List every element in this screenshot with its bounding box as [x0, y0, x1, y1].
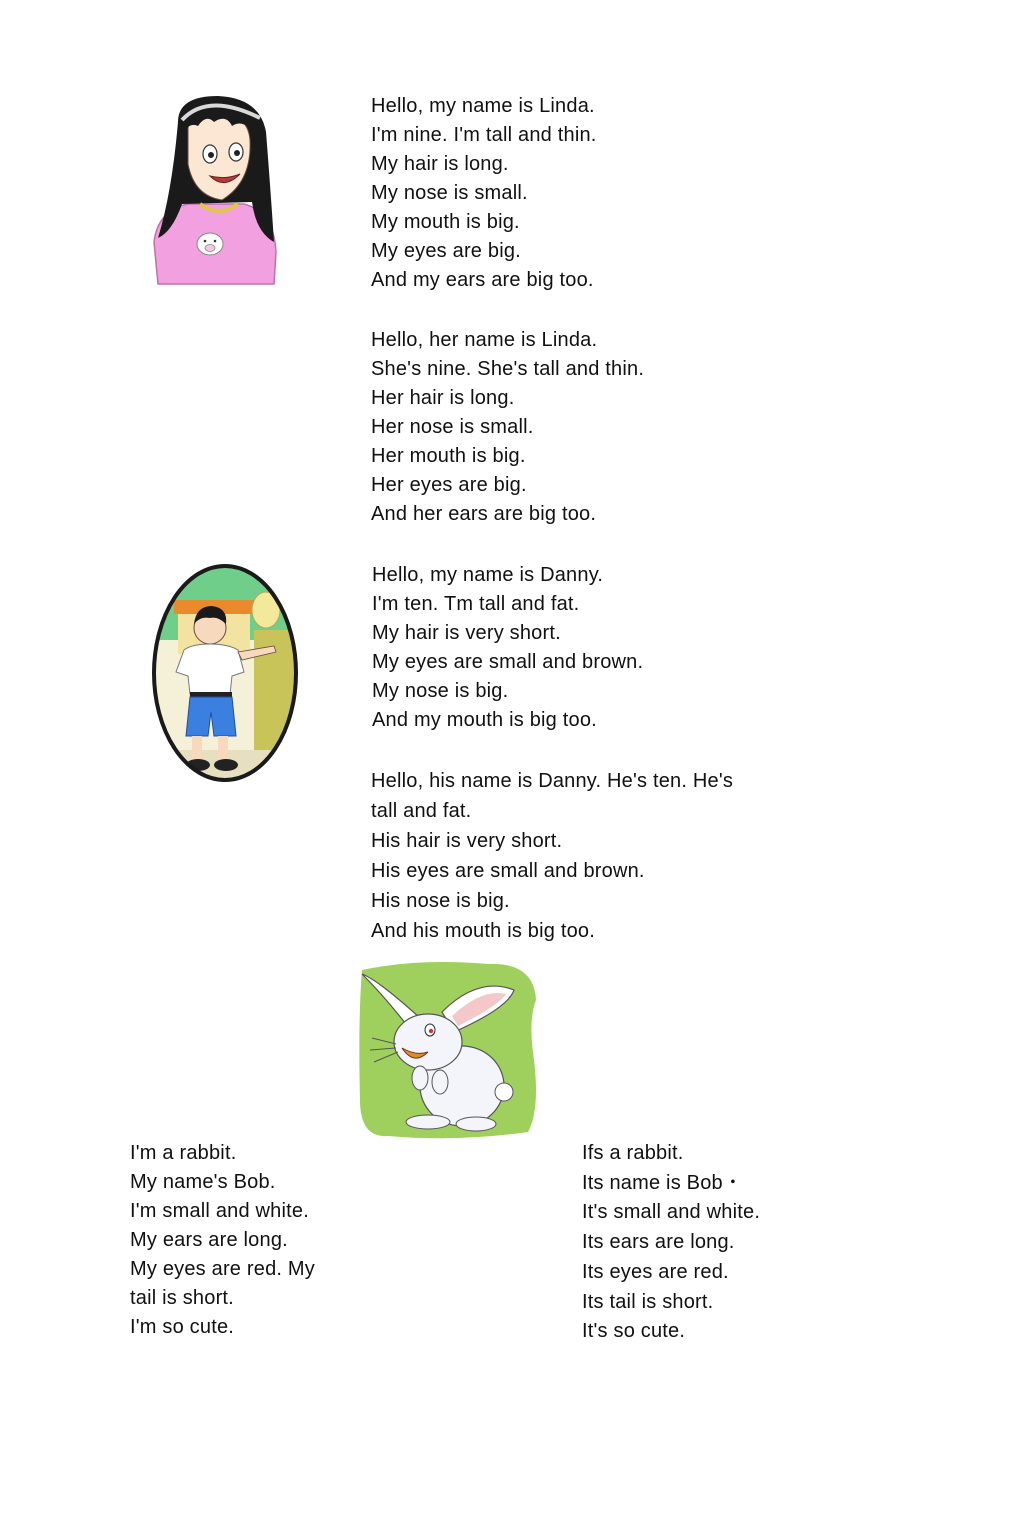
linda-description-line-2: She's nine. She's tall and thin. — [371, 358, 645, 380]
bob-description-line-7: It's so cute. — [582, 1320, 686, 1343]
linda-intro-line-6: My eyes are big. — [371, 240, 521, 262]
linda-intro-line-3: My hair is long. — [371, 153, 509, 175]
rabbit-illustration — [358, 960, 540, 1140]
danny-intro-line-5: My nose is big. — [372, 680, 509, 702]
danny-description-line-6: And his mouth is big too. — [371, 920, 596, 942]
linda-description-line-6: Her eyes are big. — [371, 474, 527, 496]
linda-intro-line-4: My nose is small. — [371, 182, 528, 204]
girl-illustration — [148, 92, 280, 288]
bob-intro-line-3: I'm small and white. — [130, 1200, 309, 1222]
danny-description-line-1: Hello, his name is Danny. He's ten. He's — [371, 770, 734, 792]
danny-intro-line-1: Hello, my name is Danny. — [372, 564, 604, 586]
bob-intro-line-2: My name's Bob. — [130, 1171, 276, 1193]
linda-description-line-1: Hello, her name is Linda. — [371, 329, 598, 351]
danny-intro-line-4: My eyes are small and brown. — [372, 651, 644, 673]
bob-description-line-4: Its ears are long. — [582, 1231, 735, 1254]
linda-intro-line-2: I'm nine. I'm tall and thin. — [371, 124, 597, 146]
bob-intro-line-6: tail is short. — [130, 1287, 234, 1309]
bob-description-line-1: Ifs a rabbit. — [582, 1142, 684, 1164]
danny-intro-line-2: I'm ten. Tm tall and fat. — [372, 593, 580, 615]
linda-description-line-5: Her mouth is big. — [371, 445, 526, 467]
linda-description-line-4: Her nose is small. — [371, 416, 534, 438]
danny-description-line-5: His nose is big. — [371, 890, 510, 912]
bob-intro-line-1: I'm a rabbit. — [130, 1142, 237, 1164]
bob-description-line-5: Its eyes are red. — [582, 1260, 729, 1283]
danny-intro-line-6: And my mouth is big too. — [372, 709, 597, 731]
linda-intro-line-7: And my ears are big too. — [371, 269, 594, 291]
bob-description-line-3: It's small and white. — [582, 1201, 761, 1224]
danny-description-line-3: His hair is very short. — [371, 830, 563, 852]
bob-intro-line-5: My eyes are red. My — [130, 1258, 315, 1280]
bob-description-line-6: Its tail is short. — [582, 1290, 714, 1313]
linda-intro-line-5: My mouth is big. — [371, 211, 520, 233]
danny-intro-line-3: My hair is very short. — [372, 622, 561, 644]
bob-intro-line-7: I'm so cute. — [130, 1316, 235, 1338]
linda-description-line-7: And her ears are big too. — [371, 503, 597, 525]
danny-description-line-2: tall and fat. — [371, 800, 472, 822]
boy-illustration — [148, 560, 302, 786]
danny-description-line-4: His eyes are small and brown. — [371, 860, 645, 882]
bob-intro-line-4: My ears are long. — [130, 1229, 288, 1251]
linda-description-line-3: Her hair is long. — [371, 387, 515, 409]
linda-intro-line-1: Hello, my name is Linda. — [371, 95, 595, 117]
bob-description-line-2: Its name is Bob・ — [582, 1171, 744, 1194]
